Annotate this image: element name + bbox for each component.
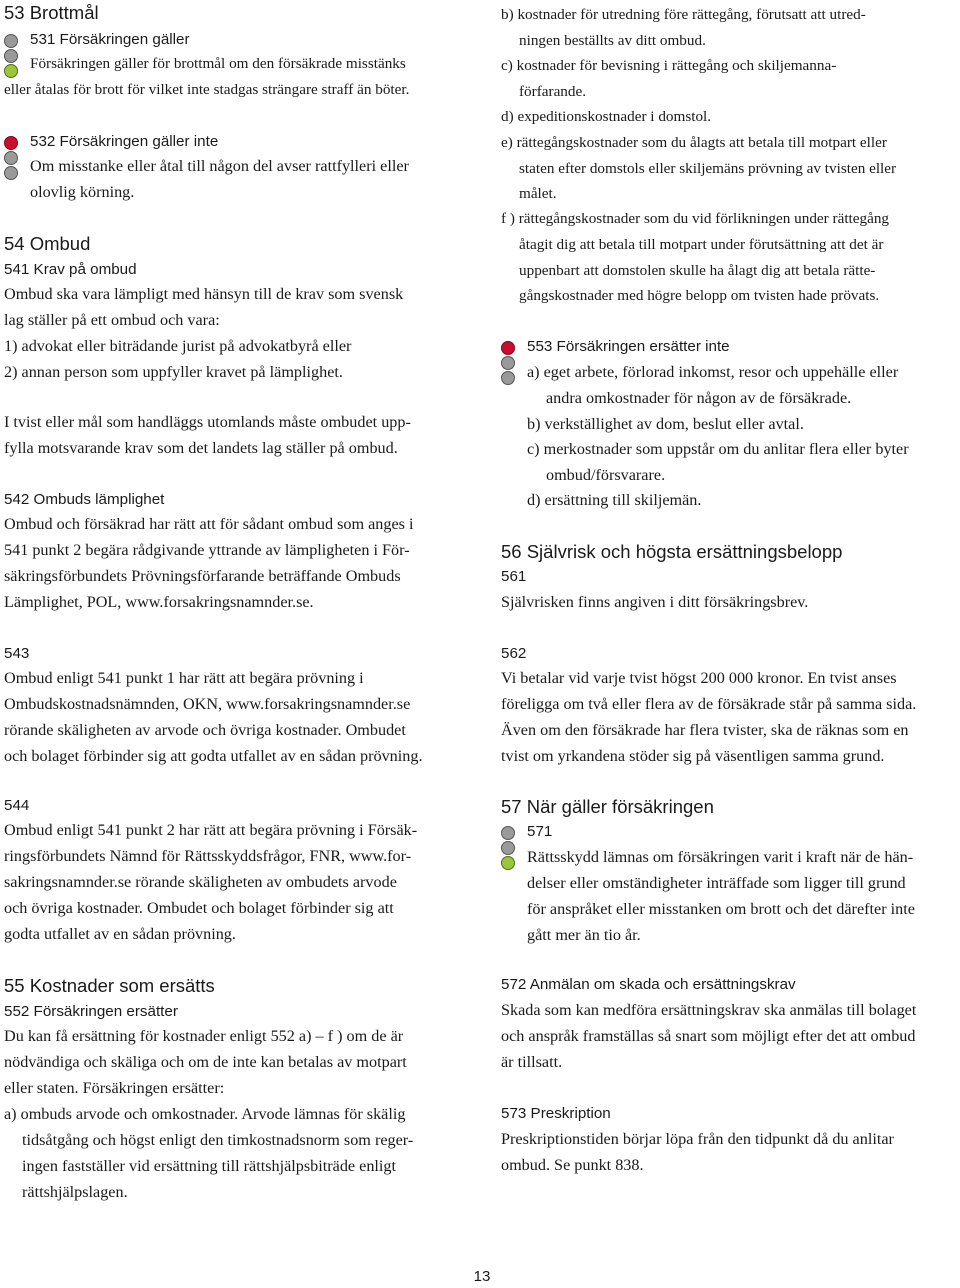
text-532-line: Om misstanke eller åtal till någon del avser rattfylleri eller bbox=[30, 157, 409, 175]
text-541-line: fylla motsvarande krav som det landets lag ställer på ombud. bbox=[4, 439, 398, 457]
text-544-line: sakringsnamnder.se rörande skäligheten av ombudets arvode bbox=[4, 873, 397, 891]
page-number: 13 bbox=[473, 1268, 491, 1285]
text-541-line: Ombud ska vara lämpligt med hänsyn till de krav som svensk bbox=[4, 285, 404, 303]
heading-57: 57 När gäller försäkringen bbox=[501, 796, 714, 817]
text-552-line: tidsåtgång och högst enligt den timkostnadsnorm som reger- bbox=[22, 1131, 414, 1149]
text-541-line: 1) advokat eller biträdande jurist på advokatbyrå eller bbox=[4, 337, 352, 355]
text-573-line: ombud. Se punkt 838. bbox=[501, 1156, 644, 1174]
text-553-line: andra omkostnader för någon av de försäkrade. bbox=[546, 389, 852, 407]
list-item-552: c) kostnader för bevisning i rättegång och skiljemanna- bbox=[501, 57, 837, 74]
list-item-552: förfarande. bbox=[519, 83, 587, 100]
text-552-line: Du kan få ersättning för kostnader enligt 552 a) – f ) om de är bbox=[4, 1027, 404, 1045]
text-571-line: för anspråket eller misstanken om brott och det därefter inte bbox=[527, 900, 915, 918]
text-544-line: och övriga kostnader. Ombudet och bolaget förbinder sig att bbox=[4, 899, 394, 917]
list-item-552: staten efter domstols eller skiljemäns prövning av tvisten eller bbox=[519, 160, 897, 177]
text-553-line: b) verkställighet av dom, beslut eller avtal. bbox=[527, 415, 804, 433]
title-531: 531 Försäkringen gäller bbox=[30, 31, 190, 48]
text-562-line: Vi betalar vid varje tvist högst 200 000 kronor. En tvist anses bbox=[501, 669, 897, 687]
text-552-line: a) ombuds arvode och omkostnader. Arvode lämnas för skälig bbox=[4, 1105, 406, 1123]
heading-55: 55 Kostnader som ersätts bbox=[4, 975, 215, 996]
traffic-light-icon bbox=[501, 341, 515, 386]
text-541-line: I tvist eller mål som handläggs utomlands måste ombudet upp- bbox=[4, 413, 411, 431]
heading-56: 56 Självrisk och högsta ersättningsbelopp bbox=[501, 541, 843, 562]
list-item-552: e) rättegångskostnader som du ålagts att betala till motpart eller bbox=[501, 134, 887, 151]
text-531-line: Försäkringen gäller för brottmål om den försäkrade misstänks bbox=[30, 55, 406, 72]
title-541: 541 Krav på ombud bbox=[4, 261, 137, 278]
text-544-line: godta utfallet av en sådan prövning. bbox=[4, 925, 236, 943]
title-543: 543 bbox=[4, 645, 30, 662]
title-544: 544 bbox=[4, 797, 30, 814]
heading-53: 53 Brottmål bbox=[4, 2, 99, 23]
list-item-552: målet. bbox=[519, 185, 557, 202]
text-562-line: Även om den försäkrade har flera tvister, ska de räknas som en bbox=[501, 721, 909, 739]
text-542-line: Ombud och försäkrad har rätt att för sådant ombud som anges i bbox=[4, 515, 414, 533]
text-552-line: rättshjälpslagen. bbox=[22, 1183, 128, 1201]
list-item-552: b) kostnader för utredning före rättegång, förutsatt att utred- bbox=[501, 6, 866, 23]
title-562: 562 bbox=[501, 645, 527, 662]
text-571-line: gått mer än tio år. bbox=[527, 926, 641, 944]
text-552-line: nödvändiga och skäliga och om de inte kan betalas av motpart bbox=[4, 1053, 407, 1071]
list-item-552: ningen beställts av ditt ombud. bbox=[519, 32, 706, 49]
text-532-line: olovlig körning. bbox=[30, 183, 135, 201]
list-item-552: d) expeditionskostnader i domstol. bbox=[501, 108, 712, 125]
text-544-line: Ombud enligt 541 punkt 2 har rätt att begära prövning i Försäk- bbox=[4, 821, 418, 839]
list-item-552: uppenbart att domstolen skulle ha ålagt dig att betala rätte- bbox=[519, 262, 876, 279]
text-541-line: 2) annan person som uppfyller kravet på lämplighet. bbox=[4, 363, 343, 381]
list-item-552: f ) rättegångskostnader som du vid förlikningen under rättegång bbox=[501, 210, 890, 227]
list-item-552: gångskostnader med högre belopp om tvisten hade prövats. bbox=[519, 287, 880, 304]
text-562-line: föreligga om två eller flera av de försäkrade står på samma sida. bbox=[501, 695, 917, 713]
text-572-line: och anspråk framställas så snart som möjligt efter det att ombud bbox=[501, 1027, 916, 1045]
text-541-line: lag ställer på ett ombud och vara: bbox=[4, 311, 220, 329]
text-553-line: c) merkostnader som uppstår om du anlitar flera eller byter bbox=[527, 440, 909, 458]
text-571-line: Rättsskydd lämnas om försäkringen varit i kraft när de hän- bbox=[527, 848, 914, 866]
traffic-light-icon bbox=[4, 34, 18, 79]
text-544-line: ringsförbundets Nämnd för Rättsskyddsfrågor, FNR, www.for- bbox=[4, 847, 412, 865]
title-552: 552 Försäkringen ersätter bbox=[4, 1003, 178, 1020]
text-562-line: tvist om yrkandena stöder sig på väsentligen samma grund. bbox=[501, 747, 885, 765]
text-553-line: a) eget arbete, förlorad inkomst, resor och uppehälle eller bbox=[527, 363, 899, 381]
text-543-line: och bolaget förbinder sig att godta utfallet av en sådan prövning. bbox=[4, 747, 423, 765]
title-553: 553 Försäkringen ersätter inte bbox=[527, 338, 730, 355]
text-552-line: eller staten. Försäkringen ersätter: bbox=[4, 1079, 225, 1097]
text-553-line: ombud/försvarare. bbox=[546, 466, 666, 484]
title-573: 573 Preskription bbox=[501, 1105, 611, 1122]
traffic-light-icon bbox=[4, 136, 18, 181]
text-543-line: Ombudskostnadsnämnden, OKN, www.forsakringsnamnder.se bbox=[4, 695, 411, 713]
text-542-line: Lämplighet, POL, www.forsakringsnamnder.se. bbox=[4, 593, 314, 611]
title-571: 571 bbox=[527, 823, 553, 840]
text-571-line: delser eller omständigheter inträffade som ligger till grund bbox=[527, 874, 906, 892]
text-531-line: eller åtalas för brott för vilket inte stadgas strängare straff än böter. bbox=[4, 81, 410, 98]
traffic-light-icon bbox=[501, 826, 515, 871]
text-553-line: d) ersättning till skiljemän. bbox=[527, 491, 702, 509]
text-543-line: rörande skäligheten av arvode och övriga kostnader. Ombudet bbox=[4, 721, 406, 739]
text-573-line: Preskriptionstiden börjar löpa från den tidpunkt då du anlitar bbox=[501, 1130, 894, 1148]
title-542: 542 Ombuds lämplighet bbox=[4, 491, 165, 508]
text-552-line: ingen fastställer vid ersättning till rättshjälpsbiträde enligt bbox=[22, 1157, 397, 1175]
title-561: 561 bbox=[501, 568, 527, 585]
text-543-line: Ombud enligt 541 punkt 1 har rätt att begära prövning i bbox=[4, 669, 364, 687]
title-532: 532 Försäkringen gäller inte bbox=[30, 133, 219, 150]
heading-54: 54 Ombud bbox=[4, 233, 91, 254]
list-item-552: åtagit dig att betala till motpart under förutsättning att det är bbox=[519, 236, 884, 253]
text-561-line: Självrisken finns angiven i ditt försäkringsbrev. bbox=[501, 593, 809, 611]
text-572-line: Skada som kan medföra ersättningskrav ska anmälas till bolaget bbox=[501, 1001, 917, 1019]
title-572: 572 Anmälan om skada och ersättningskrav bbox=[501, 976, 796, 993]
text-542-line: säkringsförbundets Prövningsförfarande beträffande Ombuds bbox=[4, 567, 401, 585]
text-542-line: 541 punkt 2 begära rådgivande yttrande av lämpligheten i För- bbox=[4, 541, 410, 559]
text-572-line: är tillsatt. bbox=[501, 1053, 563, 1071]
